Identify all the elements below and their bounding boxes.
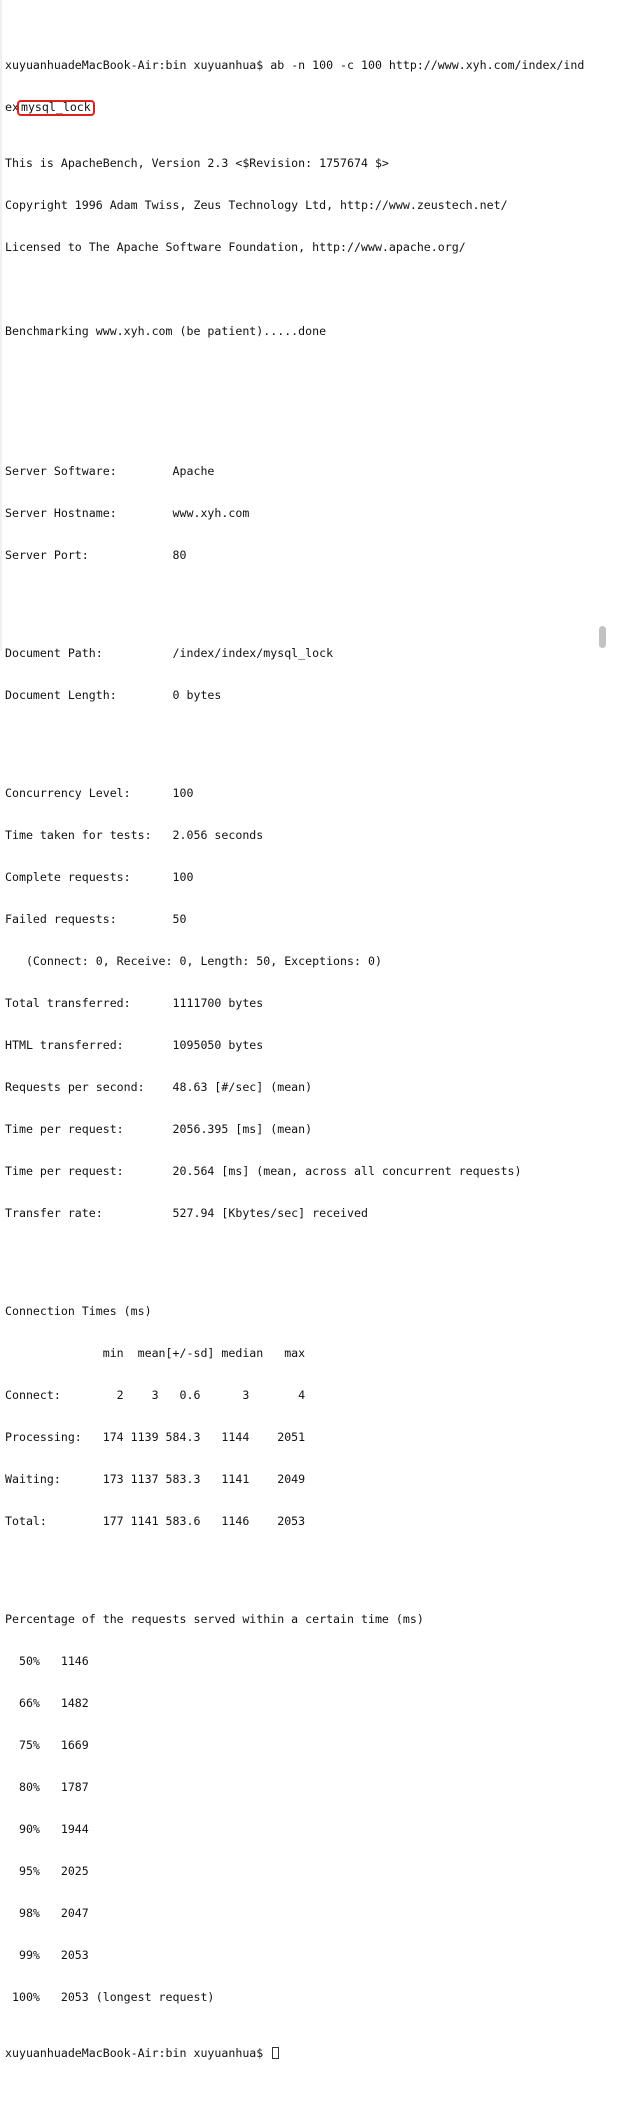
- percentile-row: 50% 1146: [5, 1654, 89, 1668]
- failed-requests-line: Failed requests: 50: [5, 912, 187, 926]
- license-line: Licensed to The Apache Software Foundation, http://www.apache.org/: [5, 240, 466, 254]
- command-text: ab -n 100 -c 100 http://www.xyh.com/index/ind: [270, 58, 585, 72]
- document-length-line: Document Length: 0 bytes: [5, 688, 222, 702]
- window-left-edge: [0, 0, 2, 651]
- percentiles-title: Percentage of the requests served within a certain time (ms): [5, 1612, 424, 1626]
- scrollbar-thumb[interactable]: [599, 626, 606, 648]
- failed-detail-line: (Connect: 0, Receive: 0, Length: 50, Exceptions: 0): [5, 954, 382, 968]
- server-port-line: Server Port: 80: [5, 548, 187, 562]
- final-shell-prompt: xuyuanhuadeMacBook-Air:bin xuyuanhua$: [5, 2046, 271, 2060]
- transfer-rate-line: Transfer rate: 527.94 [Kbytes/sec] received: [5, 1206, 368, 1220]
- connection-times-header: min mean[+/-sd] median max: [5, 1346, 306, 1360]
- time-per-request-concurrent-line: Time per request: 20.564 [ms] (mean, across all concurrent requests): [5, 1164, 522, 1178]
- command-wrap-text: ex: [5, 100, 19, 114]
- percentile-row: 80% 1787: [5, 1780, 89, 1794]
- server-software-line: Server Software: Apache: [5, 464, 215, 478]
- copyright-line: Copyright 1996 Adam Twiss, Zeus Technology Ltd, http://www.zeustech.net/: [5, 198, 508, 212]
- percentile-row: 66% 1482: [5, 1696, 89, 1710]
- percentile-row: 100% 2053 (longest request): [5, 1990, 215, 2004]
- highlighted-url-segment: mysql_lock: [17, 100, 95, 116]
- document-path-line: Document Path: /index/index/mysql_lock: [5, 646, 334, 660]
- shell-prompt: xuyuanhuadeMacBook-Air:bin xuyuanhua$: [5, 58, 271, 72]
- connection-times-waiting: Waiting: 173 1137 583.3 1141 2049: [5, 1472, 306, 1486]
- percentile-row: 99% 2053: [5, 1948, 89, 1962]
- text-cursor: [272, 2047, 279, 2059]
- command-line: [5, 58, 610, 72]
- benchmarking-line: Benchmarking www.xyh.com (be patient).....done: [5, 324, 327, 338]
- percentile-row: 75% 1669: [5, 1738, 89, 1752]
- complete-requests-line: Complete requests: 100: [5, 870, 194, 884]
- command-line-wrap: [5, 100, 610, 114]
- connection-times-processing: Processing: 174 1139 584.3 1144 2051: [5, 1430, 306, 1444]
- connection-times-connect: Connect: 2 3 0.6 3 4: [5, 1388, 306, 1402]
- version-line: This is ApacheBench, Version 2.3 <$Revision: 1757674 $>: [5, 156, 389, 170]
- server-hostname-line: Server Hostname: www.xyh.com: [5, 506, 250, 520]
- percentile-row: 98% 2047: [5, 1906, 89, 1920]
- concurrency-level-line: Concurrency Level: 100: [5, 786, 194, 800]
- percentile-row: 90% 1944: [5, 1822, 89, 1836]
- time-per-request-mean-line: Time per request: 2056.395 [ms] (mean): [5, 1122, 313, 1136]
- requests-per-second-line: Requests per second: 48.63 [#/sec] (mean): [5, 1080, 313, 1094]
- final-prompt-line[interactable]: [5, 2046, 610, 2060]
- html-transferred-line: HTML transferred: 1095050 bytes: [5, 1038, 264, 1052]
- connection-times-total: Total: 177 1141 583.6 1146 2053: [5, 1514, 306, 1528]
- total-transferred-line: Total transferred: 1111700 bytes: [5, 996, 264, 1010]
- connection-times-title: Connection Times (ms): [5, 1304, 152, 1318]
- vertical-scrollbar[interactable]: [595, 0, 610, 651]
- percentile-row: 95% 2025: [5, 1864, 89, 1878]
- time-taken-line: Time taken for tests: 2.056 seconds: [5, 828, 264, 842]
